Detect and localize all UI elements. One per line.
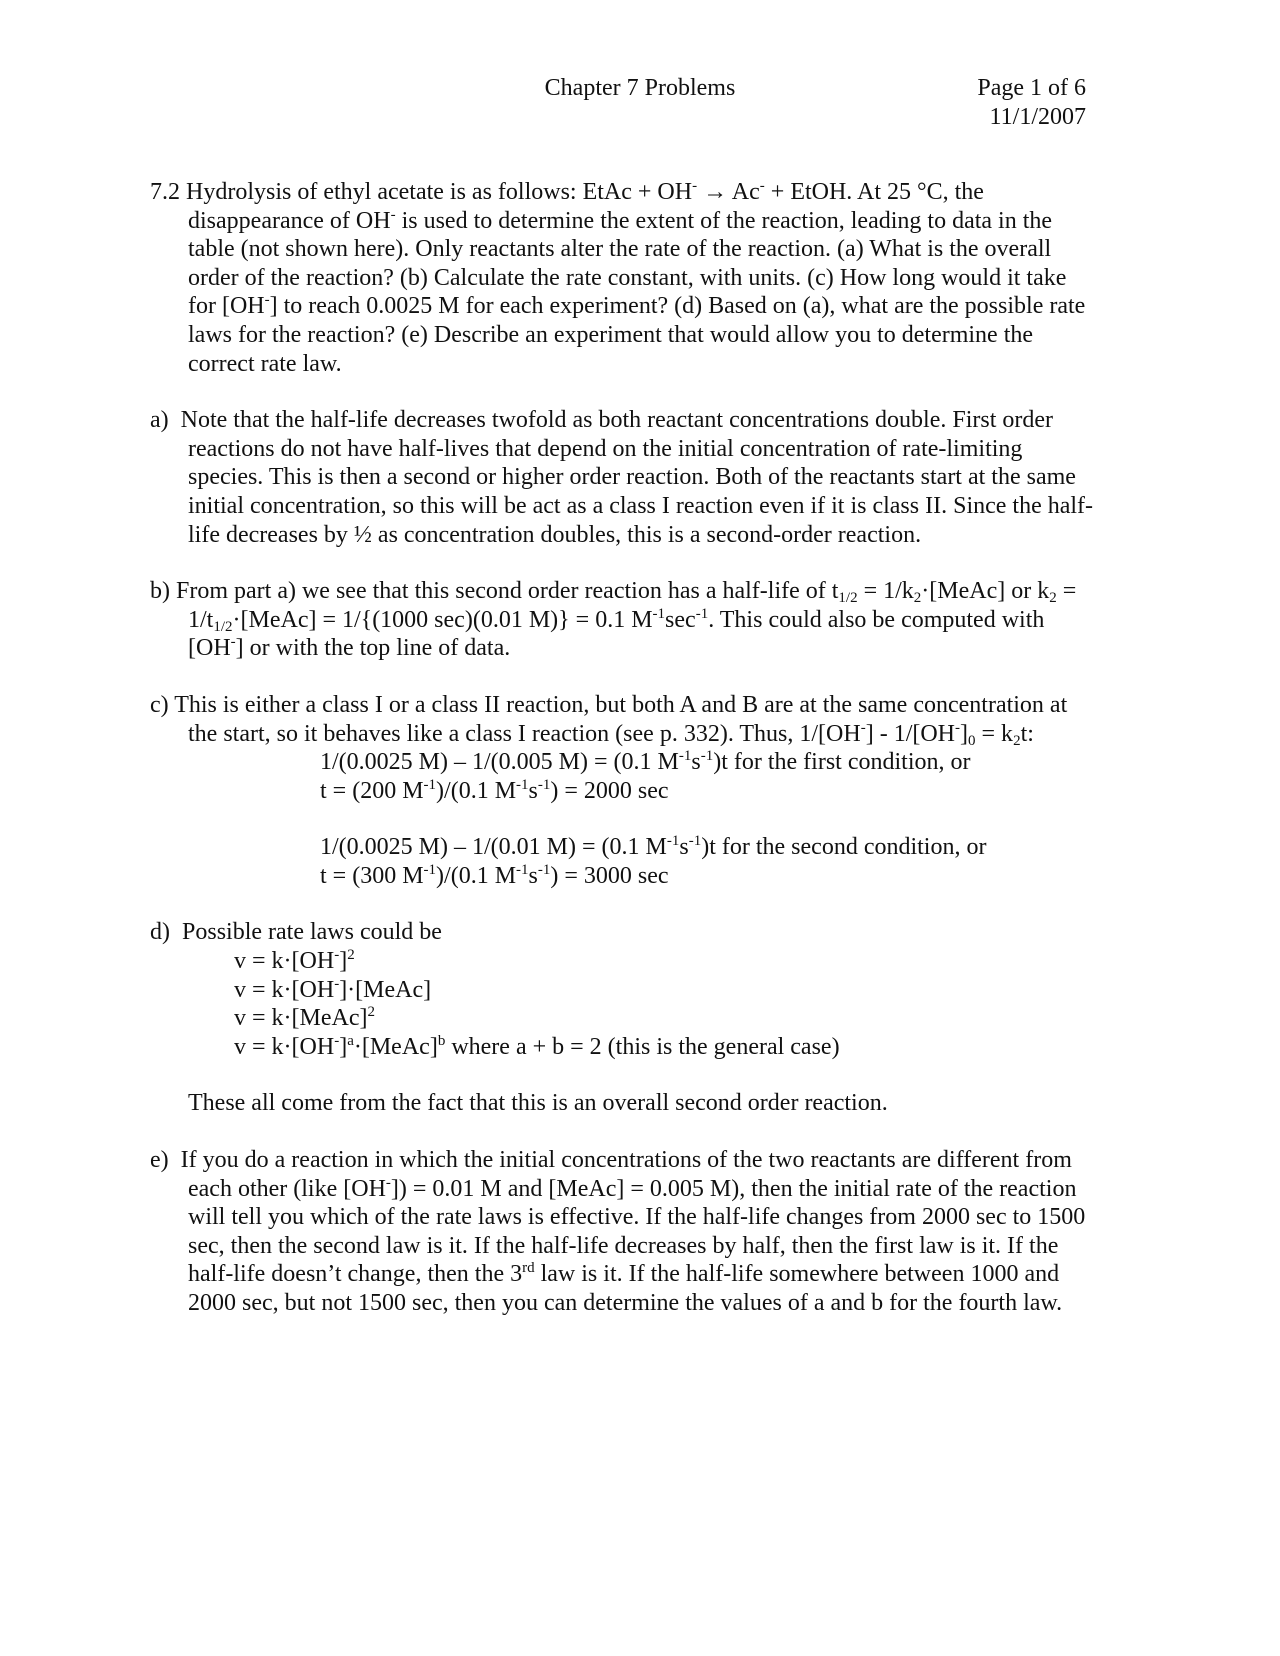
part-label: a) [150,407,169,434]
equation-line: t = (300 $M^{-1})/(0.1$ $M^{-1}s^{-1}) = 3000$ sec [320,861,669,889]
rate-law: v = k·[MeAc]$^2$ [234,1004,375,1032]
problem-statement: 7.2 Hydrolysis of ethyl acetate is as follows: EtAc + OH- → Ac- + EtOH. At 25 °C, the disappearance of OH- is used to determine the extent of the reaction, leading to data in the table (not shown here). Only reactants alter the rate of the reaction. (a) What is the overall order of the reaction? (b) Calculate the rate constant, with units. (c) How long would it take for [OH-] to reach 0.0025 M for each experiment? (d) Based on (a), what are the possible rate laws for the reaction? (e) Describe an experiment that would allow you to determine the correct rate law. [150,178,1086,377]
equation-line: t = (200 $M^{-1})/(0.1$ $M^{-1}s^{-1}) = 2000$ sec [320,776,669,804]
answer-part-a: a) Note that the half-life decreases twofold as both reactant concentrations double. First order reactions do not have half-lives that depend on the initial concentration of rate-limiting species. This is then a second or higher order reaction. Both of the reactants start at the same initial concentration, so this will be act as a class I reaction even if it is class II. Since the half-life decreases by ½ as concentration doubles, this is a second-order reaction. [150,407,1094,548]
part-label: d) [150,919,170,946]
answer-part-c: c) This is either a class I or a class II reaction, but both A and B are at the same concentration at the start, so it behaves like a class I reaction (see p. 332). Thus, $1/[OH^-] - 1/[OH^-]_0 = k_2t$: [150,691,1068,749]
part-label: c) [150,691,169,718]
problem-number: 7.2 [150,179,180,205]
rate-law: $v = k\cdot[OH^-]^a\cdot[MeAc]^b$ where a + b = 2 (this is the general case) [234,1032,840,1060]
page-date: 11/1/2007 [989,103,1086,130]
answer-part-b: b) From part a) we see that this second order reaction has a half-life of $t_{1/2}$ = $1/k_2\cdot[MeAc]$ or $k_2$ = $1/t_{1/2}\cdot[MeAc] = 1/\{(1000$ sec)(0.01 M)} = 0.1 $M^{-1}\sec^{-1}$. This could also be computed with [OH-] or with the top line of data. [150,578,1077,662]
part-label: e) [150,1147,169,1174]
document-body [150,178,1096,1318]
rate-law: v = k·[OH-]·[MeAc] [234,975,432,1003]
page-number: Page 1 of 6 [977,75,1086,101]
page-title: Chapter 7 Problems [544,75,736,101]
answer-part-d: d) Possible rate laws could be [150,919,442,946]
equation-line: 1/(0.0025 M) – 1/(0.005 M) = (0.1 $M^{-1}s^{-1})t$ for the first condition, or [320,748,971,776]
part-label: b) [150,578,170,605]
rate-law-note: These all come from the fact that this is an overall second order reaction. [188,1090,888,1117]
equation-line: 1/(0.0025 M) – 1/(0.01 M) = (0.1 $M^{-1}s^{-1})t$ for the second condition, or [320,833,987,861]
answer-part-e: e) If you do a reaction in which the initial concentrations of the two reactants are different from each other (like [OH-]) = 0.01 M and [MeAc] = 0.005 M), then the initial rate of the reaction will tell you which of the rate laws is effective. If the half-life changes from 2000 sec to 1500 sec, then the second law is it. If the half-life decreases by half, then the first law is it. If the half-life doesn’t change, then the 3rd law is it. If the half-life somewhere between 1000 and 2000 sec, but not 1500 sec, then you can determine the values of a and b for the fourth law. [150,1147,1086,1316]
rate-law: $v = k\cdot[OH^-]^2$ [234,947,355,975]
page-header-right [977,74,1086,131]
